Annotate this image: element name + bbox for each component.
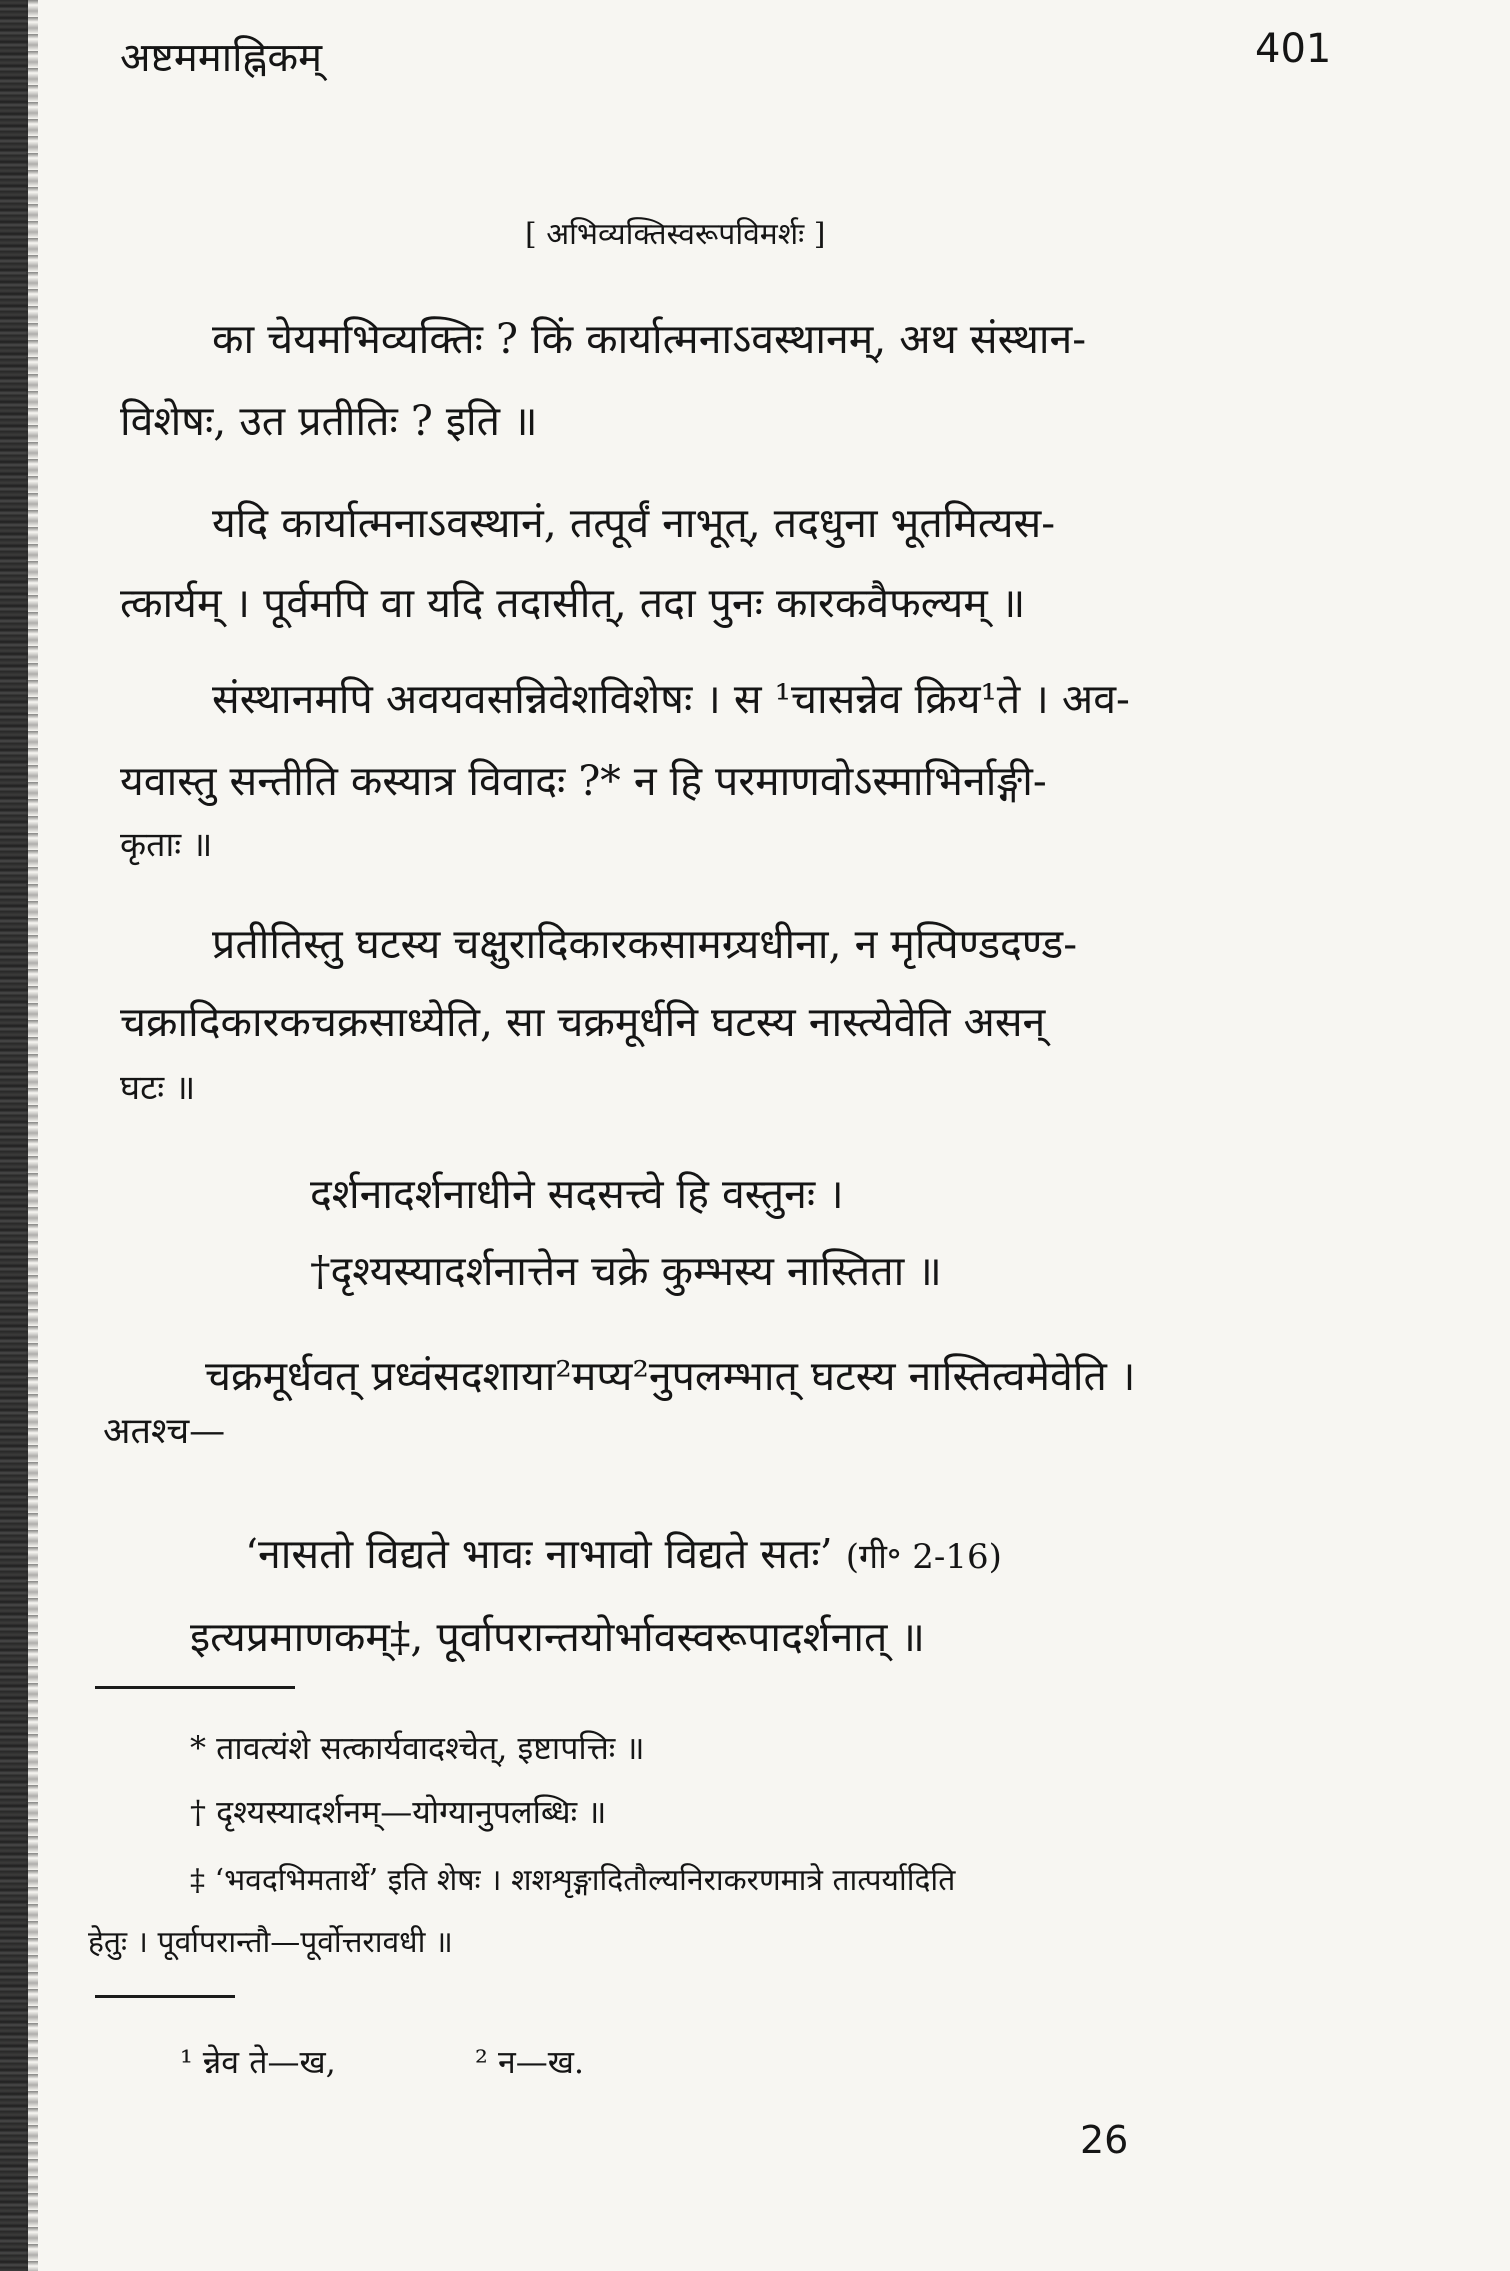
para1-line2: विशेषः, उत प्रतीतिः ? इति ॥ [120,397,538,445]
signature-mark: 26 [1080,2118,1129,2162]
verse-line2: †दृश्यस्यादर्शनात्तेन चक्रे कुम्भस्य नास्तिता ॥ [310,1247,942,1295]
book-binding-edge [0,0,28,2271]
para5-line2: अतश्च— [103,1411,226,1452]
gita-quote [245,1525,1002,1581]
running-header-chapter: अष्टममाह्निकम् [120,35,322,81]
para3-line2: यवास्तु सन्तीति कस्यात्र विवादः ?* न हि परमाणवोऽस्माभिर्नाङ्गी- [120,757,1047,805]
para1-line1: का चेयमभिव्यक्तिः ? किं कार्यात्मनाऽवस्थानम्, अथ संस्थान- [212,315,1087,363]
variant-reading-1: ¹ न्नेव ते—ख, [180,2043,336,2081]
page-number: 401 [1255,26,1332,72]
para3-line3: कृताः ॥ [120,825,213,865]
para4-line1: प्रतीतिस्तु घटस्य चक्षुरादिकारकसामग्र्यधीना, न मृत्पिण्डदण्ड- [212,920,1078,968]
variant-reading-2: ² न—ख. [475,2043,585,2081]
footnote-dagger: † दृश्यस्यादर्शनम्—योग्यानुपलब्धिः ॥ [190,1793,607,1831]
footnote-double-dagger-line1: ‡ ‘भवदभिमतार्थे’ इति शेषः । शशशृङ्गादितौल्यनिराकरणमात्रे तात्पर्यादिति [190,1863,956,1898]
para4-line2: चक्रादिकारकचक्रसाध्येति, सा चक्रमूर्धनि घटस्य नास्त्येवेति असन् [120,998,1046,1046]
para6-line1: इत्यप्रमाणकम्‡, पूर्वापरान्तयोर्भावस्वरूपादर्शनात् ॥ [190,1613,925,1661]
para3-line1: संस्थानमपि अवयवसन्निवेशविशेषः । स ¹चासन्नेव क्रिय¹ते । अव- [212,675,1130,723]
footnote-double-dagger-line2: हेतुः । पूर्वापरान्तौ—पूर्वोत्तरावधी ॥ [88,1925,453,1960]
gita-quote-text: ‘नासतो विद्यते भावः नाभावो विद्यते सतः’ [245,1530,833,1578]
variant-rule [95,1995,235,1998]
para5-line1: चक्रमूर्धवत् प्रध्वंसदशाया²मप्य²नुपलम्भात् घटस्य नास्तित्वमेवेति । [205,1352,1136,1400]
section-title: [ अभिव्यक्तिस्वरूपविमर्शः ] [525,217,826,252]
para4-line3: घटः ॥ [120,1068,196,1108]
gita-quote-citation: (गी॰ 2-16) [845,1537,1002,1577]
para2-line1: यदि कार्यात्मनाऽवस्थानं, तत्पूर्वं नाभूत्, तदधुना भूतमित्यस- [212,499,1056,547]
binding-shadow [26,0,38,2271]
footnote-rule [95,1686,295,1689]
verse-line1: दर्शनादर्शनाधीने सदसत्त्वे हि वस्तुनः । [310,1170,844,1218]
para2-line2: त्कार्यम् । पूर्वमपि वा यदि तदासीत्, तदा पुनः कारकवैफल्यम् ॥ [120,579,1026,627]
footnote-asterisk: * तावत्यंशे सत्कार्यवादश्चेत्, इष्टापत्तिः ॥ [190,1729,645,1767]
